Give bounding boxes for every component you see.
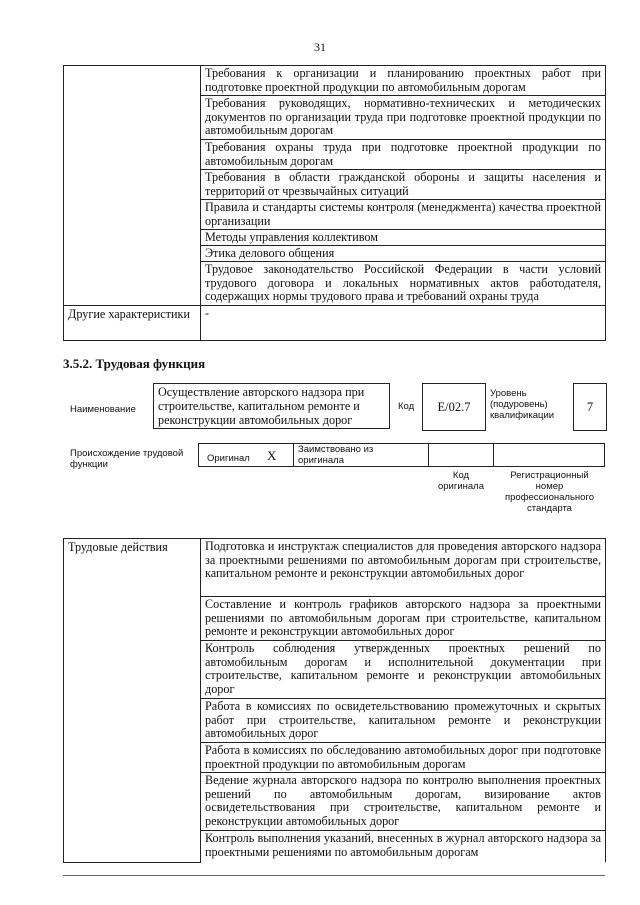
- qualification-level-box: 7: [573, 383, 607, 431]
- requirements-table: [63, 65, 606, 341]
- table-row: [64, 66, 606, 96]
- code-original-caption: Код оригинала: [437, 470, 484, 492]
- labor-action-item: Работа в комиссиях по освидетельствованию промежуточных и скрытых работ при строительстве, капитальном ремонте и реконструкции автомобильных дорог: [201, 699, 606, 743]
- original-mark: X: [267, 448, 277, 463]
- labor-action-item: Подготовка и инструктаж специалистов для проведения авторского надзора за проектными решениями по автомобильным дорогам при строительстве, капитальном ремонте и реконструкции автомобильных дорог: [201, 539, 606, 597]
- origin-label: Происхождение трудовой функции: [70, 448, 184, 470]
- original-cell: [198, 443, 294, 467]
- table-row: [64, 539, 606, 597]
- requirement-item: Требования в области гражданской обороны и защиты населения и территорий от чрезвычайных ситуаций: [201, 170, 606, 200]
- labor-action-item: Ведение журнала авторского надзора по контролю выполнения проектных решений по автомобильным дорогам, визирование актов освидетельствования при строительстве, капитальном ремонте и реконструкции автомобильных дорог: [201, 773, 606, 831]
- code-label: Код: [398, 401, 415, 412]
- requirements-label-cell: [64, 66, 201, 306]
- requirement-item: Требования охраны труда при подготовке проектной продукции по автомобильным дорогам: [201, 140, 606, 170]
- table-row: [64, 306, 606, 341]
- reg-number-caption: Регистрационный номер профессионального стандарта: [505, 470, 594, 514]
- labor-action-item: Работа в комиссиях по обследованию автомобильных дорог при подготовке проектной продукции по автомобильным дорогам: [201, 743, 606, 773]
- original-label: Оригинал: [207, 453, 250, 464]
- page-cut-line: [63, 875, 605, 876]
- requirement-item: Этика делового общения: [201, 246, 606, 262]
- requirement-item: Методы управления коллективом: [201, 230, 606, 246]
- labor-action-item: Контроль выполнения указаний, внесенных в журнал авторского надзора за проектными решениями по автомобильным дорогам: [201, 831, 606, 863]
- section-title: 3.5.2. Трудовая функция: [63, 356, 206, 371]
- labor-action-item: Контроль соблюдения утвержденных проектных решений по автомобильным дорогам и исполнительной документации при строительстве, капитальном ремонте и реконструкции автомобильных дорог: [201, 641, 606, 699]
- labor-actions-table: [63, 538, 606, 863]
- function-code-box: E/02.7: [422, 383, 486, 431]
- labor-actions-label: Трудовые действия: [64, 539, 201, 863]
- function-name-box: Осуществление авторского надзора при строительстве, капитальном ремонте и реконструкции автомобильных дорог: [153, 383, 390, 429]
- name-label: Наименование: [70, 404, 136, 415]
- borrowed-cell: [293, 443, 429, 467]
- reg-number-cell: [493, 443, 605, 467]
- requirement-item: Требования руководящих, нормативно-технических и методических документов по организации труда при подготовке проектной продукции по автомобильным дорогам: [201, 96, 606, 140]
- requirement-item: Трудовое законодательство Российской Федерации в части условий трудового договора и локальных нормативных актов работодателя, содержащих нормы трудового права и требований охраны труда: [201, 262, 606, 306]
- qualification-level-label: Уровень (подуровень) квалификации: [490, 388, 555, 421]
- origin-row: [198, 443, 605, 467]
- page-number: 31: [314, 40, 326, 54]
- requirement-item: Правила и стандарты системы контроля (менеджмента) качества проектной организации: [201, 200, 606, 230]
- borrowed-label: Заимствовано из оригинала: [298, 444, 374, 466]
- code-original-cell: [428, 443, 494, 467]
- requirement-item: Требования к организации и планированию проектных работ при подготовке проектной продукции по автомобильным дорогам: [201, 66, 606, 96]
- other-characteristics-value: -: [201, 306, 606, 341]
- labor-action-item: Составление и контроль графиков авторского надзора за проектными решениями по автомобильным дорогам при строительстве, капитальном ремонте и реконструкции автомобильных дорог: [201, 597, 606, 641]
- other-characteristics-label: Другие характеристики: [64, 306, 201, 341]
